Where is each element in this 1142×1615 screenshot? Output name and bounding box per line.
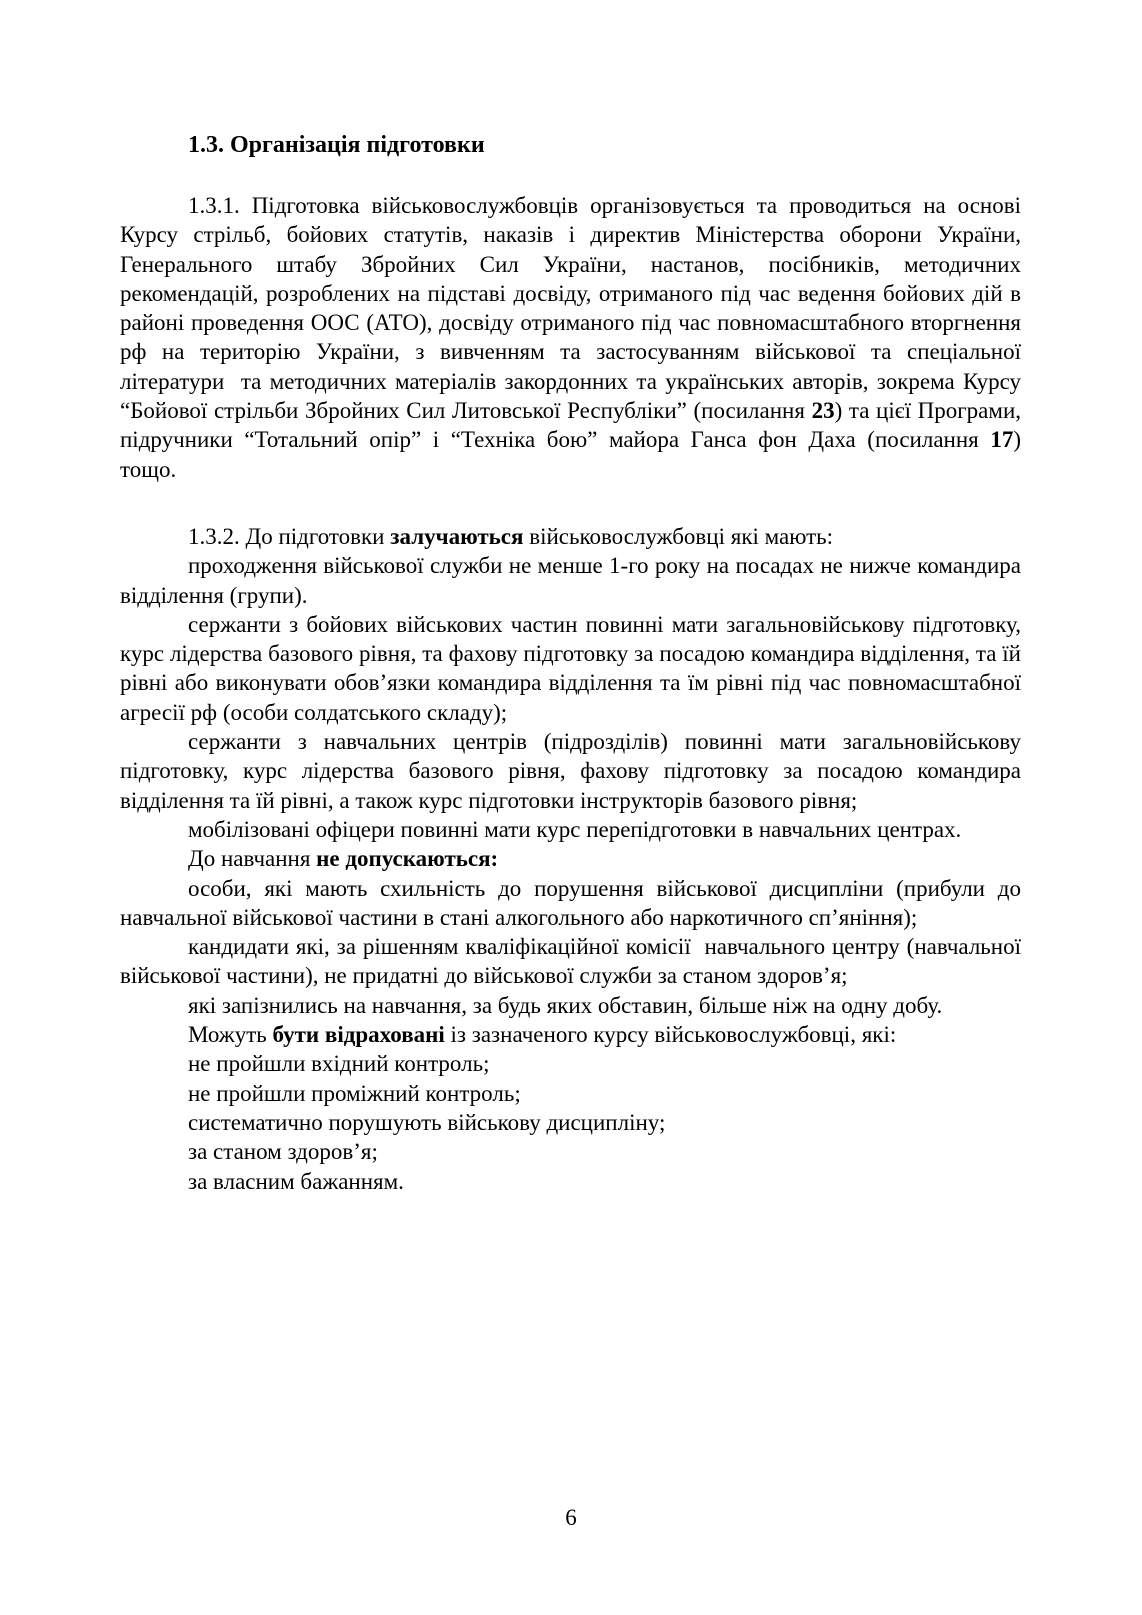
text-run: сержанти з бойових військових частин повинні мати загальновійськову підготовку, курс лідерства базового рівня, та фахову підготовку за посадою командира відділення, та їй рівні або виконувати обов’язки командира відділення та їм рівні під час повномасштабної агресії рф (особи солдатського складу); <box>120 611 1027 725</box>
paragraph-sergeants-training-centers <box>120 727 1027 815</box>
paragraph-1-3-2-intro <box>120 522 1021 551</box>
list-line-discipline <box>120 1108 1021 1137</box>
text-run: проходження військової служби не менше 1-го року на посадах не нижче командира відділення (групи). <box>120 553 1027 608</box>
text-run: мобілізовані офіцери повинні мати курс перепідготовки в навчальних центрах. <box>188 816 962 842</box>
bold-text-run: бути відраховані <box>272 1022 445 1048</box>
text-run: із зазначеного курсу військовослужбовці, які: <box>444 1022 897 1048</box>
bold-text-run: не допускаються: <box>316 846 499 872</box>
text-run: ) та цієї Програми, підручники “Тотальний опір” і “Техніка бою” майора Ганса фон Даха (посилання <box>120 398 1027 453</box>
text-run: До навчання <box>188 846 317 872</box>
text-run: 1.3.2. До підготовки <box>188 523 391 549</box>
list-line-health <box>120 1137 1021 1166</box>
text-run: систематично порушують військову дисципліну; <box>188 1109 666 1135</box>
text-run: за станом здоров’я; <box>188 1139 378 1165</box>
paragraph-discipline-violators <box>120 874 1027 933</box>
bold-text-run: 17 <box>990 427 1014 453</box>
text-run: Можуть <box>188 1022 273 1048</box>
text-run: кандидати які, за рішенням кваліфікаційної комісії навчального центру (навчальної військової частини), не придатні до військової служби за станом здоров’я; <box>120 934 1027 989</box>
text-run: особи, які мають схильність до порушення військової дисципліни (прибули до навчальної військової частини в стані алкогольного або наркотичного сп’яніння); <box>120 875 1027 930</box>
bold-text-run: залучаються <box>390 523 524 549</box>
text-run: сержанти з навчальних центрів (підрозділів) повинні мати загальновійськову підготовку, курс лідерства базового рівня, фахову підготовку за посадою командира відділення та їй рівні, а також курс підготовки інструкторів базового рівня; <box>120 729 1027 813</box>
paragraph-expulsion-intro <box>120 1020 1021 1049</box>
text-run: які запізнились на навчання, за будь яких обставин, більше ніж на одну добу. <box>188 992 943 1018</box>
paragraph-unfit-candidates <box>120 932 1027 991</box>
list-line-entry-control <box>120 1049 1021 1078</box>
text-run: військовослужбовці які мають: <box>523 523 834 549</box>
list-line-own-wish <box>120 1167 1021 1196</box>
text-run: за власним бажанням. <box>188 1168 404 1194</box>
paragraph-not-admitted-intro <box>120 844 1021 873</box>
paragraph-late-arrivals <box>120 991 1021 1020</box>
text-run: не пройшли проміжний контроль; <box>188 1080 521 1106</box>
text-block <box>120 131 1033 1196</box>
text-run: 1.3.1. Підготовка військовослужбовців організовується та проводиться на основі Курсу стрільб, бойових статутів, наказів і директив Міністерства оборони України, Генерального штабу Збройних Сил України, настанов, посібників, методичних рекомендацій, розроблених на підставі досвіду, отриманого під час ведення бойових дій в районі проведення ООС (АТО), досвіду отриманого під час повномасштабного вторгнення рф на територію України, з вивченням та застосуванням військової та спеціальної літератури та методичних матеріалів закордонних та українських авторів, зокрема Курсу “Бойової стрільби Збройних Сил Литовської Республіки” (посилання <box>120 193 1027 424</box>
paragraph-service-requirement <box>120 551 1027 610</box>
text-run: не пройшли вхідний контроль; <box>188 1051 490 1077</box>
paragraph-sergeants-combat-units <box>120 610 1027 727</box>
list-line-interim-control <box>120 1079 1021 1108</box>
paragraph-mobilized-officers <box>120 815 1021 844</box>
paragraph-1-3-1 <box>120 191 1033 484</box>
page-number: 6 <box>565 1505 577 1530</box>
section-heading: 1.3. Організація підготовки <box>188 132 485 158</box>
bold-text-run: 23 <box>811 398 835 424</box>
text-run: ) тощо. <box>120 427 1033 482</box>
